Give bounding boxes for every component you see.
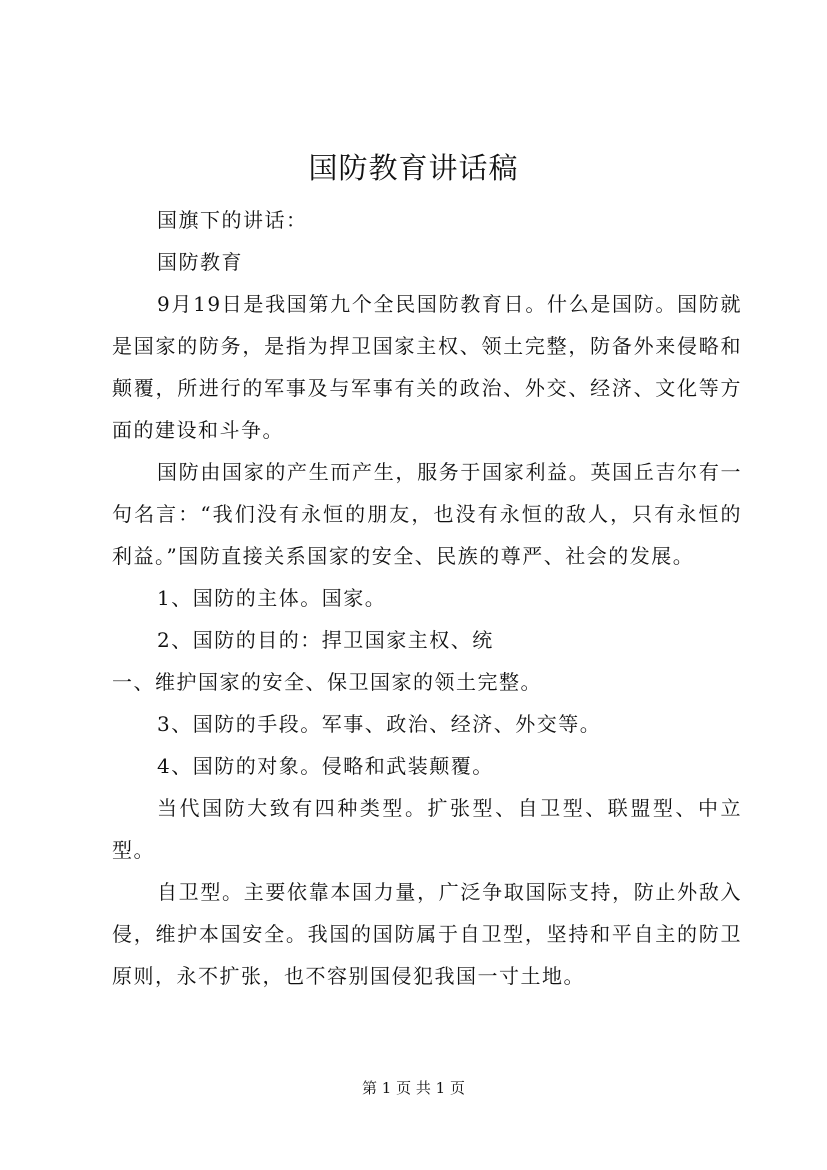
paragraph-greeting: 国旗下的讲话： xyxy=(157,208,308,232)
paragraph-item-4: 4、国防的对象。侵略和武装颠覆。 xyxy=(157,754,494,778)
paragraph-item-sub: 一、维护国家的安全、保卫国家的领土完整。 xyxy=(112,670,542,694)
paragraph-item-1: 1、国防的主体。国家。 xyxy=(157,586,387,610)
document-title: 国防教育讲话稿 xyxy=(308,151,519,185)
paragraph-defense-types: 当代国防大致有四种类型。扩张型、自卫型、联盟型、中立型。 xyxy=(112,796,742,862)
paragraph-intro: 9月19日是我国第九个全民国防教育日。什么是国防。国防就是国家的防务，是指为捍卫国家主权、领土完整，防备外来侵略和颠覆，所进行的军事及与军事有关的政治、外交、经济、文化等方面的建设和斗争。 xyxy=(112,292,742,442)
paragraph-subtitle: 国防教育 xyxy=(157,250,243,274)
paragraph-national-interest: 国防由国家的产生而产生，服务于国家利益。英国丘吉尔有一句名言：“我们没有永恒的朋友，也没有永恒的敌人，只有永恒的利益。”国防直接关系国家的安全、民族的尊严、社会的发展。 xyxy=(112,460,742,568)
paragraph-item-3: 3、国防的手段。军事、政治、经济、外交等。 xyxy=(157,712,602,736)
paragraph-self-defense: 自卫型。主要依靠本国力量，广泛争取国际支持，防止外敌入侵，维护本国安全。我国的国防属于自卫型，坚持和平自主的防卫原则，永不扩张，也不容别国侵犯我国一寸土地。 xyxy=(112,880,742,988)
paragraph-item-2: 2、国防的目的：捍卫国家主权、统 xyxy=(157,628,494,652)
document-body xyxy=(112,199,742,997)
page-footer: 第 1 页 共 1 页 xyxy=(362,1079,465,1097)
